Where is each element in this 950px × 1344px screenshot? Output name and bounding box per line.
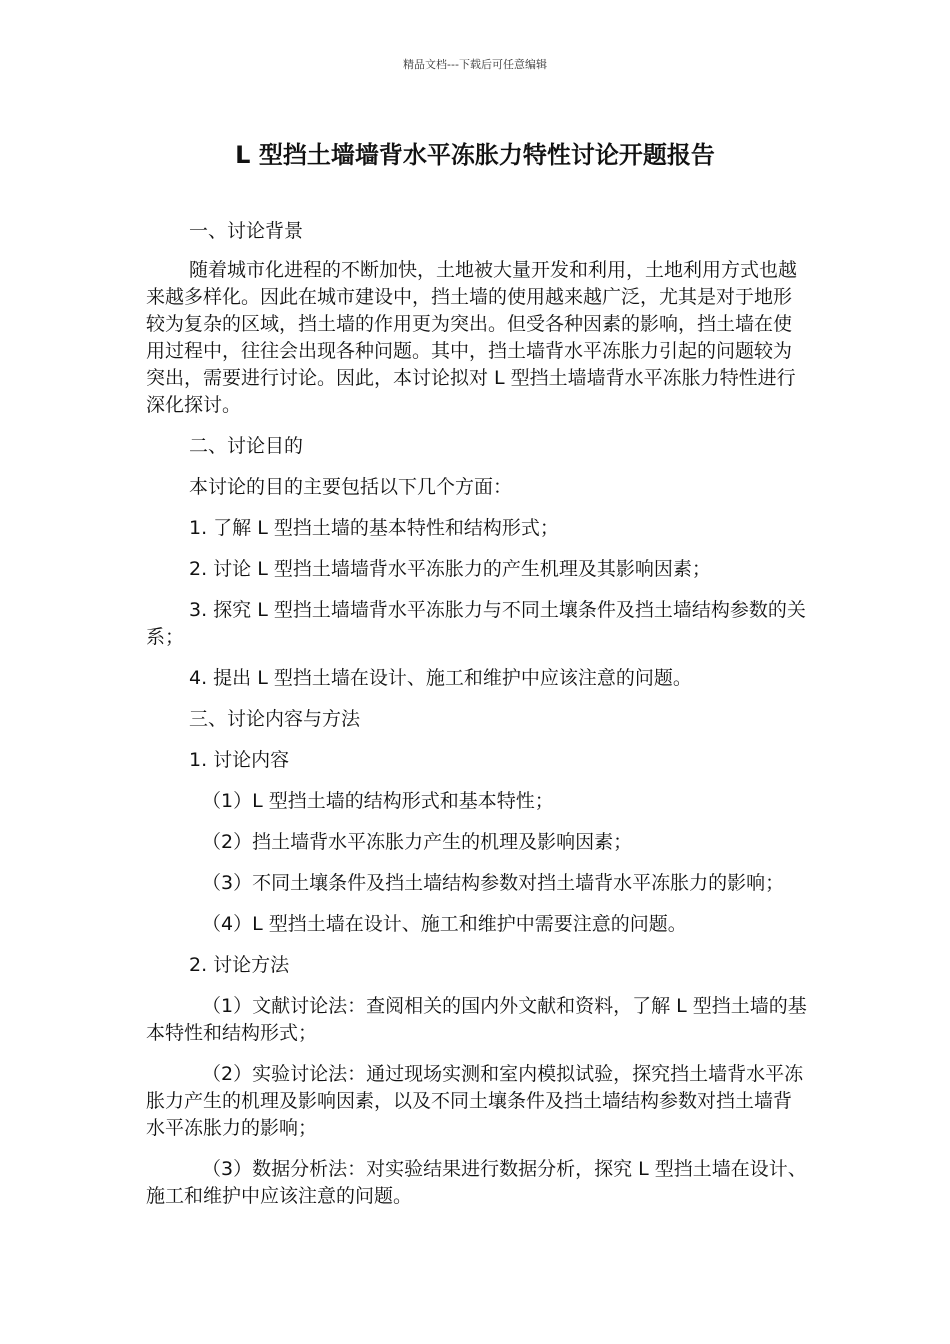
purpose-item: 2. 讨论 L 型挡土墙墙背水平冻胀力的产生机理及其影响因素； — [189, 558, 711, 580]
content-subheading: 1. 讨论内容 — [189, 749, 290, 771]
method-item: （1）文献讨论法：查阅相关的国内外文献和资料，了解 L 型挡土墙的基本特性和结构形式； — [146, 995, 807, 1044]
section-heading-content-method: 三、讨论内容与方法 — [189, 708, 361, 730]
purpose-item: 4. 提出 L 型挡土墙在设计、施工和维护中应该注意的问题。 — [189, 667, 692, 689]
content-item: （4）L 型挡土墙在设计、施工和维护中需要注意的问题。 — [202, 913, 687, 935]
content-item: （1）L 型挡土墙的结构形式和基本特性； — [202, 790, 554, 812]
purpose-item: 1. 了解 L 型挡土墙的基本特性和结构形式； — [189, 517, 559, 539]
background-paragraph: 随着城市化进程的不断加快，土地被大量开发和利用，土地利用方式也越来越多样化。因此在城市建设中，挡土墙的使用越来越广泛，尤其是对于地形较为复杂的区域，挡土墙的作用更为突出。但受各种因素的影响，挡土墙在使用过程中，往往会出现各种问题。其中，挡土墙背水平冻胀力引起的问题较为突出，需要进行讨论。因此，本讨论拟对 L 型挡土墙墙背水平冻胀力特性进行深化探讨。 — [146, 259, 798, 416]
content-item: （3）不同土壤条件及挡土墙结构参数对挡土墙背水平冻胀力的影响； — [202, 872, 785, 894]
document-title: L 型挡土墙墙背水平冻胀力特性讨论开题报告 — [235, 141, 715, 169]
method-item: （3）数据分析法：对实验结果进行数据分析，探究 L 型挡土墙在设计、施工和维护中应该注意的问题。 — [146, 1158, 807, 1207]
purpose-item: 3. 探究 L 型挡土墙墙背水平冻胀力与不同土壤条件及挡土墙结构参数的关系； — [146, 599, 806, 648]
method-item: （2）实验讨论法：通过现场实测和室内模拟试验，探究挡土墙背水平冻胀力产生的机理及影响因素，以及不同土壤条件及挡土墙结构参数对挡土墙背水平冻胀力的影响； — [146, 1063, 804, 1139]
page-header: 精品文档---下载后可任意编辑 — [403, 58, 547, 71]
section-heading-purpose: 二、讨论目的 — [189, 435, 304, 457]
method-subheading: 2. 讨论方法 — [189, 954, 290, 976]
document-body — [146, 218, 810, 1210]
purpose-intro: 本讨论的目的主要包括以下几个方面： — [189, 476, 513, 498]
section-heading-background: 一、讨论背景 — [189, 220, 304, 242]
content-item: （2）挡土墙背水平冻胀力产生的机理及影响因素； — [202, 831, 633, 853]
